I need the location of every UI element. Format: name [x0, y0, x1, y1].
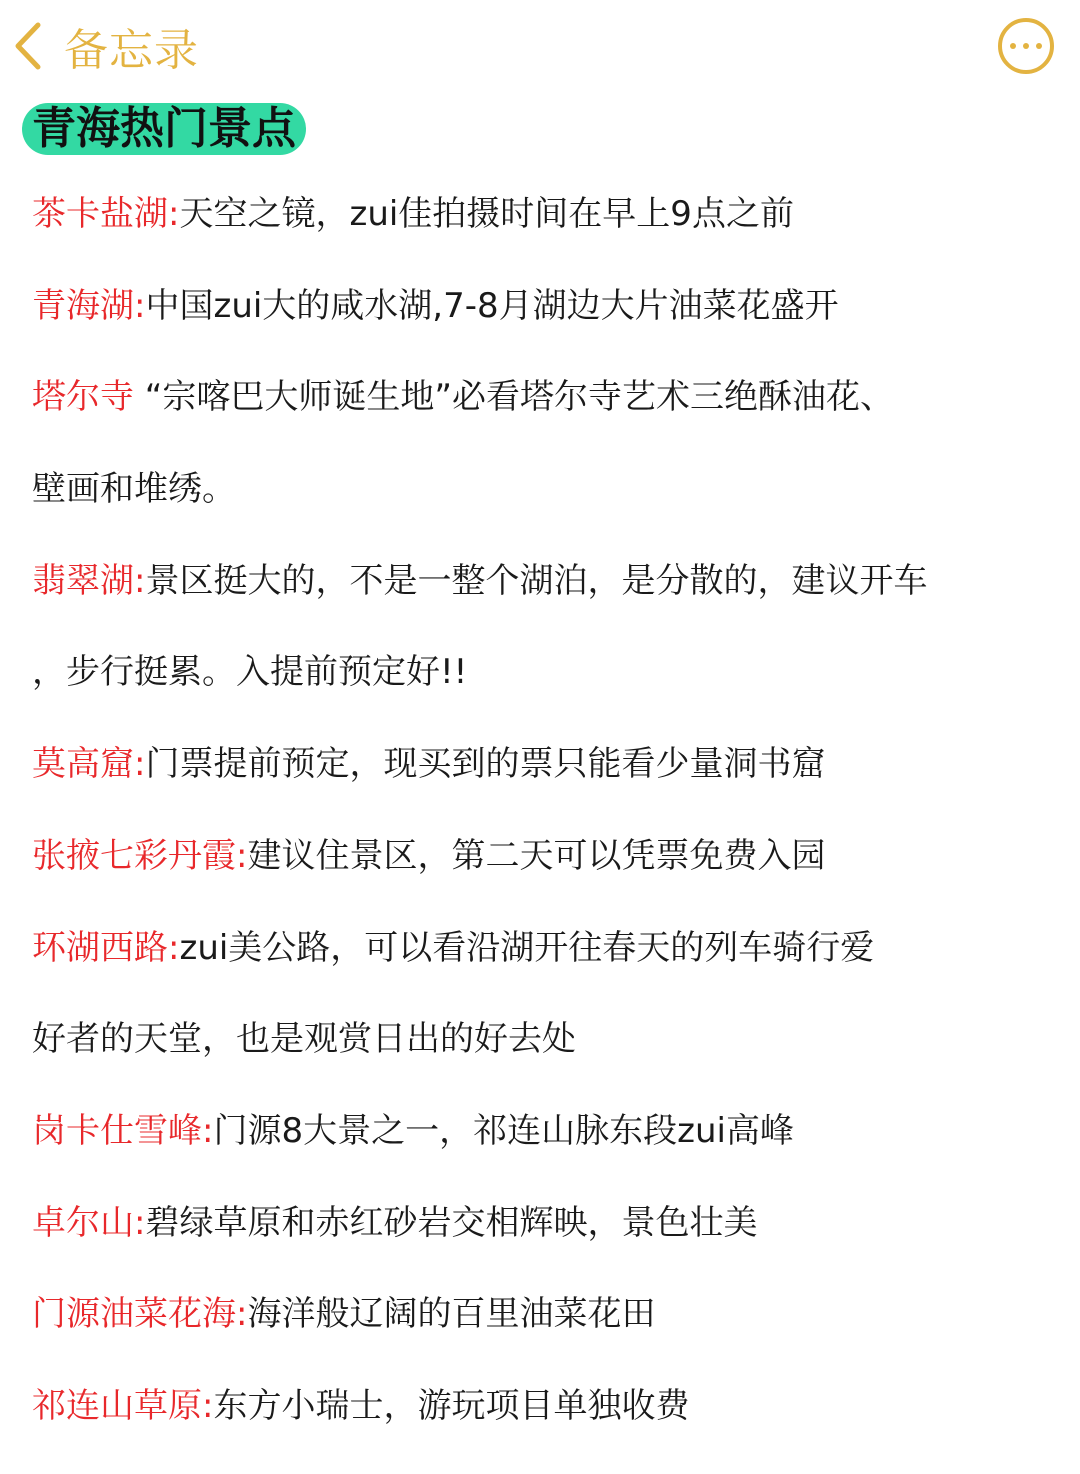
place-description: 天空之镜，zui佳拍摄时间在早上9点之前 — [179, 194, 794, 234]
place-name: 茶卡盐湖: — [32, 194, 180, 234]
place-description: 中国zui大的咸水湖,7-8月湖边大片油菜花盛开 — [145, 285, 839, 326]
place-name: 卓尔山: — [32, 1202, 146, 1243]
place-description: 门源8大景之一，祁连山脉东段zui高峰 — [213, 1110, 794, 1151]
chevron-left-icon — [12, 21, 42, 71]
place-name: 祁连山草原: — [32, 1385, 214, 1426]
entry-line — [32, 1382, 1062, 1474]
place-description-continued: ，步行挺累。入提前预定好!! — [32, 652, 468, 693]
top-bar — [0, 0, 1080, 96]
place-name: 岗卡仕雪峰: — [32, 1110, 214, 1151]
more-icon-dot — [1010, 43, 1016, 49]
place-description: 东方小瑞士，游玩项目单独收费 — [213, 1385, 690, 1426]
back-label: 备忘录 — [64, 25, 199, 76]
place-name: 莫高窟: — [32, 744, 146, 785]
entry-line — [32, 832, 1062, 924]
note-body — [32, 190, 1062, 1474]
entry-line — [32, 557, 1062, 649]
place-description: “宗喀巴大师诞生地”必看塔尔寺艺术三绝酥油花、 — [134, 377, 895, 418]
place-description-continued: 好者的天堂，也是观赏日出的好去处 — [32, 1019, 576, 1060]
entry-line — [32, 190, 1062, 282]
more-icon-dot — [1036, 43, 1042, 49]
entry-line-continued — [32, 648, 1062, 740]
place-description-continued: 壁画和堆绣。 — [32, 469, 236, 510]
back-button[interactable] — [12, 16, 199, 76]
entry-line — [32, 924, 1062, 1016]
place-description: 海洋般辽阔的百里油菜花田 — [247, 1294, 656, 1335]
place-name: 张掖七彩丹霞: — [32, 835, 248, 876]
place-description: 建议住景区，第二天可以凭票免费入园 — [247, 835, 826, 876]
place-description: zui美公路，可以看沿湖开往春天的列车骑行爱 — [179, 927, 875, 968]
note-title: 青海热门景点 — [22, 103, 306, 155]
place-name: 塔尔寺 — [32, 377, 134, 418]
place-description: 碧绿草原和赤红砂岩交相辉映，景色壮美 — [145, 1202, 758, 1243]
place-name: 青海湖: — [32, 285, 146, 326]
more-icon-dot — [1023, 43, 1029, 49]
entry-line — [32, 1290, 1062, 1382]
entry-line — [32, 373, 1062, 465]
entry-line — [32, 1107, 1062, 1199]
entry-line-continued — [32, 1015, 1062, 1107]
entry-line-continued — [32, 465, 1062, 557]
place-description: 门票提前预定，现买到的票只能看少量洞书窟 — [145, 744, 826, 785]
entry-line — [32, 282, 1062, 374]
place-description: 景区挺大的，不是一整个湖泊，是分散的，建议开车 — [145, 560, 928, 601]
entry-line — [32, 740, 1062, 832]
more-options-button[interactable] — [998, 18, 1054, 74]
place-name: 翡翠湖: — [32, 560, 146, 601]
entry-line — [32, 1199, 1062, 1291]
place-name: 门源油菜花海: — [32, 1294, 248, 1335]
place-name: 环湖西路: — [32, 927, 180, 968]
